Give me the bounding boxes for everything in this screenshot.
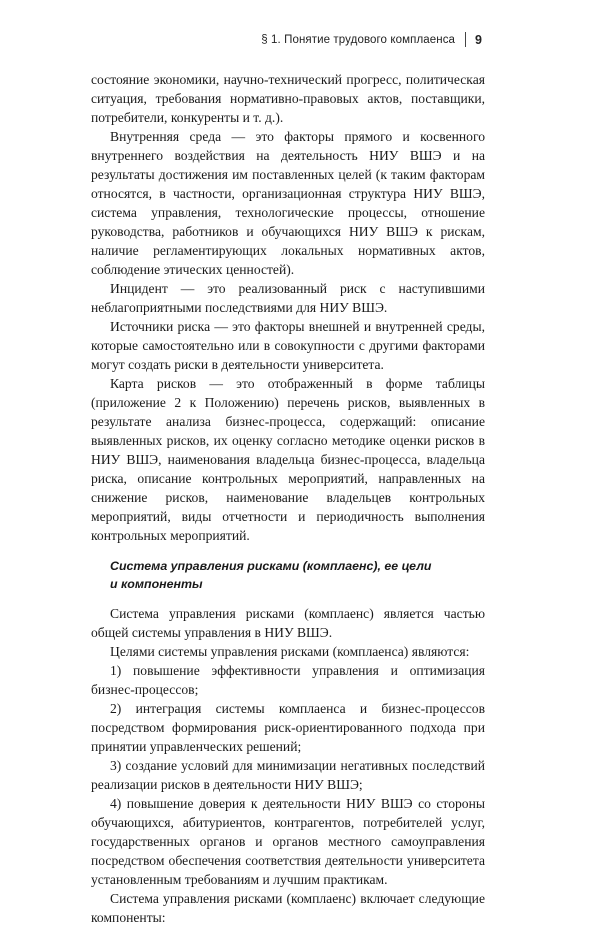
paragraph-internal-environment: Внутренняя среда — это факторы прямого и косвенного внутреннего воздействия на деятельность НИУ ВШЭ и на результаты достижения им поставленных целей (к таким факторам относятся, в частности, организационная структура НИУ ВШЭ, система управления, технологические процессы, отношение руководства, работников и обучающихся НИУ ВШЭ к рискам, наличие регламентирующих локальных нормативных актов, соблюдение этических ценностей). xyxy=(91,129,485,277)
header-divider xyxy=(465,32,466,47)
subheading-line-2: и компоненты xyxy=(110,577,203,591)
paragraph-components-intro: Система управления рисками (комплаенс) включает следующие компоненты: xyxy=(91,891,485,925)
section-title: § 1. Понятие трудового комплаенса xyxy=(261,33,456,46)
page-number: 9 xyxy=(475,32,482,47)
paragraph-risk-sources: Источники риска — это факторы внешней и внутренней среды, которые самостоятельно или в совокупности с другими факторами могут создать риски в деятельности университета. xyxy=(91,319,485,372)
paragraph-system-definition: Система управления рисками (комплаенс) является частью общей системы управления в НИУ ВШЭ. xyxy=(91,606,485,640)
running-header xyxy=(261,32,482,47)
paragraph-external-environment-end: состояние экономики, научно-технический прогресс, политическая ситуация, требования нормативно-правовых актов, поставщики, потребители, конкуренты и т. д.). xyxy=(91,72,485,125)
section-subheading xyxy=(91,557,485,593)
list-item-goal-2: 2) интеграция системы комплаенса и бизнес-процессов посредством формирования риск-ориентированного подхода при принятии управленческих решений; xyxy=(91,701,485,754)
list-item-goal-3: 3) создание условий для минимизации негативных последствий реализации рисков в деятельности НИУ ВШЭ; xyxy=(91,758,485,792)
list-item-goal-1: 1) повышение эффективности управления и оптимизация бизнес-процессов; xyxy=(91,663,485,697)
paragraph-goals-intro: Целями системы управления рисками (комплаенса) являются: xyxy=(110,644,470,659)
list-item-goal-4: 4) повышение доверия к деятельности НИУ ВШЭ со стороны обучающихся, абитуриентов, контрагентов, потребителей услуг, государственных органов и органов местного самоуправления посредством обеспечения соответствия деятельности университета установленным требованиям и лучшим практикам. xyxy=(91,796,485,887)
subheading-line-1: Система управления рисками (комплаенс), ее цели xyxy=(110,559,432,573)
paragraph-incident: Инцидент — это реализованный риск с наступившими неблагоприятными последствиями для НИУ ВШЭ. xyxy=(91,281,485,315)
paragraph-risk-map: Карта рисков — это отображенный в форме таблицы (приложение 2 к Положению) перечень рисков, выявленных в результате анализа бизнес-процесса, содержащий: описание выявленных рисков, их оценку согласно методике оценки рисков в НИУ ВШЭ, наименования владельца бизнес-процесса, владельца риска, описание контрольных мероприятий, направленных на снижение рисков, наименование владельцев контрольных мероприятий, виды отчетности и периодичность выполнения контрольных мероприятий. xyxy=(91,376,485,543)
body-text xyxy=(91,70,485,927)
